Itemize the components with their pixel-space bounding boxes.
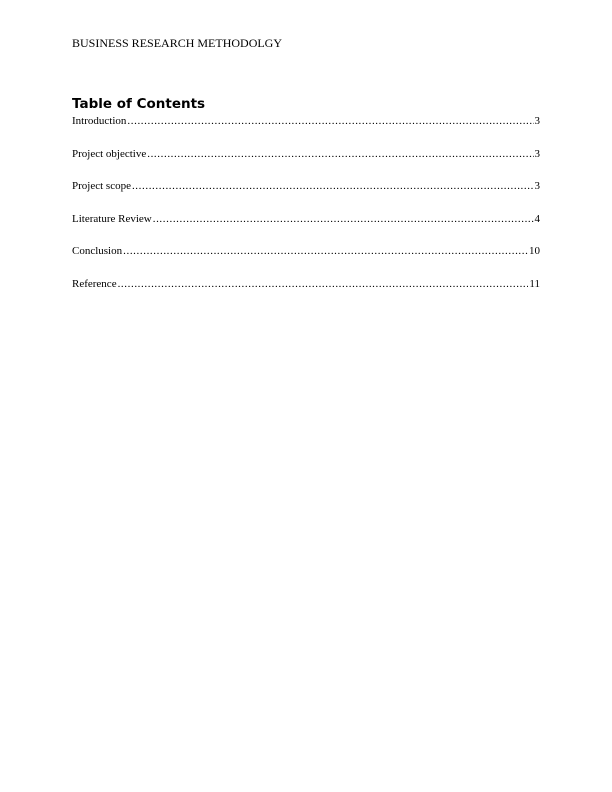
toc-entry-literature-review[interactable] xyxy=(72,212,540,245)
toc-entry-project-scope[interactable] xyxy=(72,179,540,212)
toc-entry-title: Literature Review xyxy=(72,212,152,225)
toc-dot-leader xyxy=(147,147,533,161)
toc-page-number: 10 xyxy=(529,245,540,258)
toc-entry-title: Project objective xyxy=(72,147,147,160)
toc-dot-leader xyxy=(132,179,534,193)
table-of-contents xyxy=(72,114,540,310)
toc-page-number: 4 xyxy=(534,212,540,225)
toc-entry-title: Introduction xyxy=(72,115,127,127)
toc-heading: Table of Contents xyxy=(72,96,206,112)
toc-entry-title: Reference xyxy=(72,277,117,290)
toc-entry-title: Conclusion xyxy=(72,245,123,258)
toc-entry-reference[interactable] xyxy=(72,277,540,310)
toc-entry-title: Project scope xyxy=(72,180,131,193)
toc-dot-leader xyxy=(123,244,528,258)
toc-entry-introduction[interactable] xyxy=(72,114,540,147)
toc-dot-leader xyxy=(127,114,533,128)
toc-page-number: 3 xyxy=(534,115,540,127)
toc-page-number: 3 xyxy=(534,180,540,193)
running-header: BUSINESS RESEARCH METHODOLGY xyxy=(72,36,283,50)
toc-page-number: 11 xyxy=(529,277,540,290)
toc-dot-leader xyxy=(118,277,529,291)
toc-entry-project-objective[interactable] xyxy=(72,147,540,180)
toc-entry-conclusion[interactable] xyxy=(72,244,540,277)
toc-page-number: 3 xyxy=(534,147,540,160)
toc-dot-leader xyxy=(153,212,534,226)
